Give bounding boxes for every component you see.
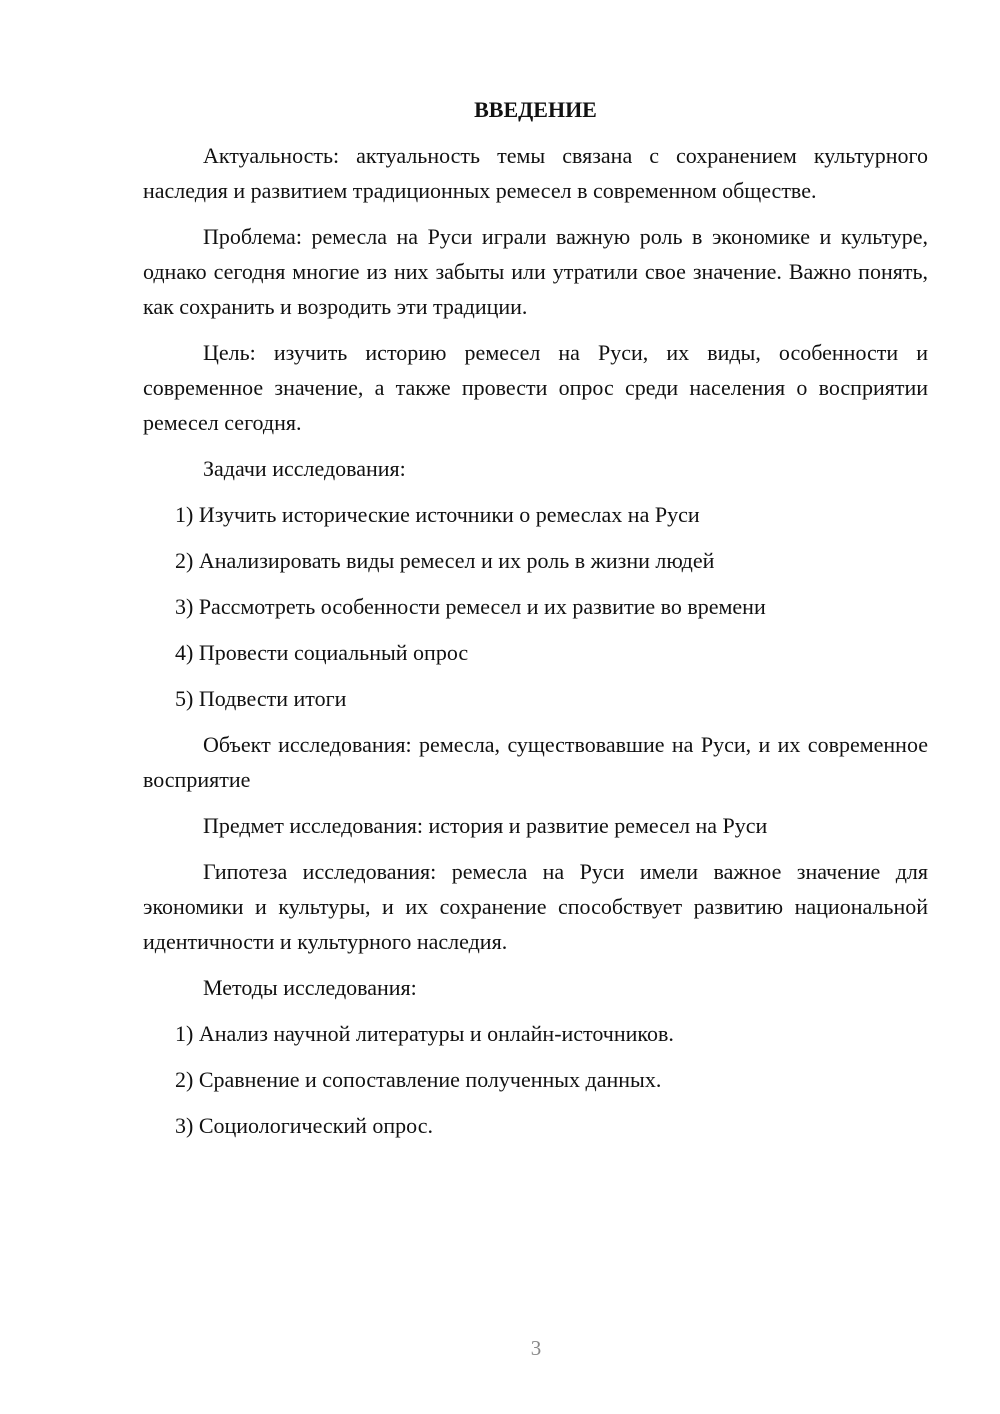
problem-paragraph: Проблема: ремесла на Руси играли важную роль в экономике и культуре, однако сегодня многие из них забыты или утратили свое значение. Важно понять, как сохранить и возродить эти традиции. [143,224,928,319]
task-item: 4) Провести социальный опрос [175,640,469,665]
page-title: ВВЕДЕНИЕ [474,97,597,122]
task-item: 2) Анализировать виды ремесел и их роль в жизни людей [175,548,715,573]
page-number: 3 [530,1336,542,1360]
subject-paragraph: Предмет исследования: история и развитие ремесел на Руси [203,813,768,838]
relevance-paragraph: Актуальность: актуальность темы связана с сохранением культурного наследия и развитием традиционных ремесел в современном обществе. [143,143,928,203]
task-item: 5) Подвести итоги [175,686,347,711]
task-item: 1) Изучить исторические источники о ремеслах на Руси [175,502,700,527]
methods-heading: Методы исследования: [203,975,417,1000]
tasks-heading: Задачи исследования: [203,456,406,481]
method-item: 1) Анализ научной литературы и онлайн-источников. [175,1021,674,1046]
method-item: 3) Социологический опрос. [175,1113,433,1138]
hypothesis-paragraph: Гипотеза исследования: ремесла на Руси имели важное значение для экономики и культуры, и их сохранение способствует развитию национальной идентичности и культурного наследия. [143,859,928,954]
page-content [143,92,928,1154]
task-item: 3) Рассмотреть особенности ремесел и их развитие во времени [175,594,766,619]
goal-paragraph: Цель: изучить историю ремесел на Руси, их виды, особенности и современное значение, а также провести опрос среди населения о восприятии ремесел сегодня. [143,340,928,435]
object-paragraph: Объект исследования: ремесла, существовавшие на Руси, и их современное восприятие [143,732,928,792]
methods-list [143,1016,928,1143]
method-item: 2) Сравнение и сопоставление полученных данных. [175,1067,662,1092]
tasks-list [143,497,928,716]
